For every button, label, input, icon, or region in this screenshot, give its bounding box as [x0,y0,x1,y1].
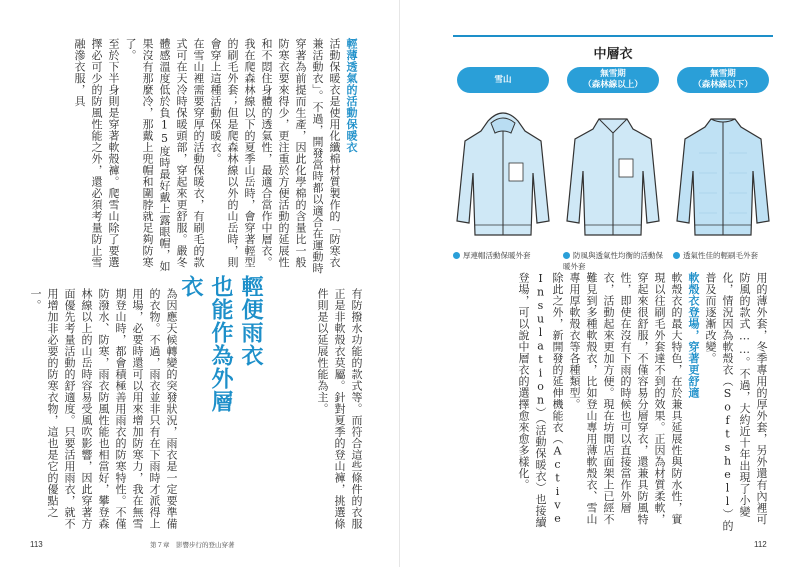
paragraph: 為因應天候轉變的突發狀況，雨衣是一定要準備的衣物。不過，雨衣並非只有在下雨時才派得上用場，必要時還可以用來增加防寒力，我在無雪期登山時，都會積極善用雨衣的防寒特性。不僅防潑水、防寒，雨衣防風性能也相當好，攀登森林線以上的山岳時容易受風吹影響，因此穿著方面優先考量活動的舒適度。只要活用雨衣，就不用增加非必要的防寒衣物，這也是它的優點之一。 [29,288,178,530]
tag-label: 無雪期 [600,69,626,79]
caption-text: 防風與透氣性均衡的活動保暖外套 [563,251,663,271]
chapter-label: 第７章 影響步行的登山穿著 [150,541,235,549]
paragraph: 在雪山裡需要穿厚的活動保暖衣，有刷毛的款式可在天冷時保暖頭部，穿起來更舒服。嚴冬體感溫度低於負15度時最好戴上露眼帽，如果沒有那麼冷，那戴上兜帽和圍脖就足夠防寒了。 [124,38,205,272]
page-number: 112 [754,540,767,549]
section-title [178,275,265,425]
tag-label: 雪山 [494,74,512,85]
caption-text: 透氣性佳的輕刷毛外套 [683,251,758,260]
caption [563,250,663,272]
tag-label: 無雪期 [710,69,736,79]
section-title-line: 也能作為外層衣 [178,275,233,413]
caption [453,250,553,261]
paragraph: 我在爬森林線以下的夏季山岳時，會穿著輕型的刷毛外套；但是爬森林線以外的山岳時，則會穿上這種活動保暖衣。 [209,38,256,268]
mid-layer-panel [453,35,773,271]
hooded-jacket-icon [453,103,553,243]
tag-snowless-above [567,67,659,93]
page-number: 113 [30,540,43,549]
page-fold [399,0,400,567]
left-bottom-column-b [30,288,180,533]
panel-rule [453,35,773,37]
zip-fleece-icon [673,103,773,243]
paragraph: 用的薄外套，冬季專用的厚外套，另外還有內裡可防風的款式……。不過，大約近十年出現了小變化，情況因為軟殼衣（Softshell）的普及而逐漸改變。 [704,272,768,532]
section-heading: 輕薄透氣的活動保暖衣 [345,38,358,153]
left-bottom-column-a [290,288,365,533]
bullet-icon [563,252,570,259]
left-top-column [30,38,360,276]
paragraph: 至於下半身則是穿著軟殼褲。爬雪山除了要選擇必可少的防風性能之外，還必須考量防止雪融滲衣服，具 [73,38,120,268]
caption [673,250,773,261]
bullet-icon [673,252,680,259]
paragraph: 軟殼衣的最大特色，在於兼具延展性與防水性，實現以往刷毛外套達不到的效果。正因為材質柔軟，穿起來很舒服，不僅容易分層穿衣，還兼具防風特性，即使在沒有下雨的時候也可以直接當作外層衣，活動起來更加方便。現在坊間店面架上已經不難見到多種軟殼衣，比如登山專用薄軟殼衣、雪山專用厚軟殼衣等各種類型。 [568,272,683,525]
panel-title: 中層衣 [593,47,633,62]
fleece-jacket-icon [563,103,663,243]
section-heading: 軟殼衣登場，穿著更舒適 [687,272,700,399]
tag-snowless-below [677,67,769,93]
right-bottom-column [425,272,770,532]
paragraph: 除此之外，新開發的延伸機能衣（Active Insulation）（活動保暖衣）也接續登場，可以說中層衣的選擇愈來愈多樣化。 [517,272,564,528]
bullet-icon [453,252,460,259]
paragraph: 活動保暖衣是使用化纖棉材質製作的「防寒衣兼活動衣」。不過，開發當時都以適合在運動時穿著為前提而生產，因此化學棉的含量比一般防寒衣要來得少，更注重於方便活動的延展性和不悶住身體的透氣性，最適合當作中層衣。 [260,38,341,274]
paragraph: 有防撥水功能的款式等。而符合這些條件的衣服正是非軟殼衣莫屬。針對夏季的登山褲，挑選條件則是以延展性能為主。 [316,288,363,530]
caption-text: 厚連帽活動保暖外套 [463,251,531,260]
tag-snow-mountain [457,67,549,93]
tag-sublabel: （森林線以下） [693,80,753,90]
section-title-line: 輕便雨衣 [238,275,263,367]
tag-sublabel: （森林線以上） [583,80,643,90]
